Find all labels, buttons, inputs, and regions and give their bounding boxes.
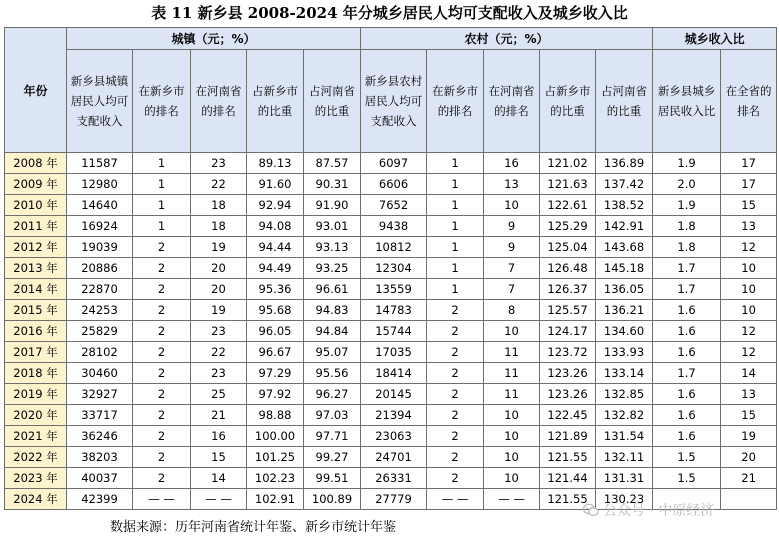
table-row <box>5 258 777 279</box>
table-cell: 94.08 <box>247 216 304 237</box>
column-header: 占河南省的比重 <box>304 50 361 153</box>
table-cell: 20886 <box>67 258 133 279</box>
table-cell: 1 <box>427 216 484 237</box>
year-cell: 2023 年 <box>5 468 67 489</box>
table-row <box>5 405 777 426</box>
table-cell: 11 <box>484 384 540 405</box>
column-header: 新乡县城乡居民收入比 <box>653 50 721 153</box>
table-cell: 24701 <box>361 447 427 468</box>
watermark-text: 公众号 · 中原经济 <box>603 503 715 519</box>
table-cell: 1.7 <box>653 279 721 300</box>
table-cell: 7 <box>484 279 540 300</box>
table-cell: 93.25 <box>304 258 361 279</box>
table-cell: 2 <box>427 342 484 363</box>
watermark <box>583 500 714 520</box>
table-cell: 23 <box>191 153 247 174</box>
column-header: 在河南省的排名 <box>484 50 540 153</box>
year-cell: 2014 年 <box>5 279 67 300</box>
table-cell: 126.37 <box>540 279 596 300</box>
table-cell: 18 <box>191 216 247 237</box>
table-cell: 93.13 <box>304 237 361 258</box>
table-cell: 21 <box>721 468 777 489</box>
table-cell: 11587 <box>67 153 133 174</box>
table-cell: 1.8 <box>653 237 721 258</box>
table-cell: 10 <box>721 300 777 321</box>
table-cell: 121.89 <box>540 426 596 447</box>
year-cell: 2015 年 <box>5 300 67 321</box>
table-cell: 96.61 <box>304 279 361 300</box>
table-row <box>5 300 777 321</box>
table-cell: 126.48 <box>540 258 596 279</box>
table-cell: 123.72 <box>540 342 596 363</box>
table-row <box>5 363 777 384</box>
column-header: 占新乡市的比重 <box>540 50 596 153</box>
table-cell: 1 <box>427 153 484 174</box>
table-cell: 25 <box>191 384 247 405</box>
table-cell: 15 <box>721 405 777 426</box>
table-cell: 10 <box>721 279 777 300</box>
table-cell: 22870 <box>67 279 133 300</box>
table-cell: 1 <box>133 195 191 216</box>
table-cell: 17035 <box>361 342 427 363</box>
column-header: 在全省的排名 <box>721 50 777 153</box>
urban-group-header: 城镇（元；%） <box>67 28 361 50</box>
table-cell: 1 <box>427 279 484 300</box>
table-cell: 125.29 <box>540 216 596 237</box>
table-cell: 11 <box>484 363 540 384</box>
table-cell: 14 <box>721 363 777 384</box>
table-cell: 1 <box>427 237 484 258</box>
table-cell: 101.25 <box>247 447 304 468</box>
table-cell: 1.5 <box>653 468 721 489</box>
table-cell: 1.6 <box>653 321 721 342</box>
table-cell: 2 <box>133 321 191 342</box>
table-cell: 7 <box>484 258 540 279</box>
table-cell: 142.91 <box>596 216 653 237</box>
table-row <box>5 342 777 363</box>
table-cell: 2 <box>427 405 484 426</box>
table-cell: 28102 <box>67 342 133 363</box>
table-cell: 121.44 <box>540 468 596 489</box>
table-cell: 2 <box>427 426 484 447</box>
table-cell: 10 <box>484 195 540 216</box>
table-cell: 132.85 <box>596 384 653 405</box>
table-cell: 12 <box>721 321 777 342</box>
table-row <box>5 153 777 174</box>
column-header: 占河南省的比重 <box>596 50 653 153</box>
table-cell: 123.26 <box>540 363 596 384</box>
table-row <box>5 321 777 342</box>
table-cell: 138.52 <box>596 195 653 216</box>
table-cell: 2 <box>133 258 191 279</box>
year-cell: 2019 年 <box>5 384 67 405</box>
table-row <box>5 426 777 447</box>
table-cell: 6097 <box>361 153 427 174</box>
table-cell: 1.9 <box>653 153 721 174</box>
table-cell: 1 <box>427 195 484 216</box>
table-cell: 123.26 <box>540 384 596 405</box>
table-cell: 10 <box>484 426 540 447</box>
table-cell: 95.07 <box>304 342 361 363</box>
table-cell: 33717 <box>67 405 133 426</box>
table-cell: 136.05 <box>596 279 653 300</box>
table-cell: 121.55 <box>540 447 596 468</box>
table-cell: 1.6 <box>653 384 721 405</box>
table-cell: 40037 <box>67 468 133 489</box>
table-cell: 132.82 <box>596 405 653 426</box>
table-cell: 20 <box>191 279 247 300</box>
table-cell: 14783 <box>361 300 427 321</box>
table-cell: 2 <box>133 468 191 489</box>
table-cell: 13 <box>721 384 777 405</box>
table-cell: 30460 <box>67 363 133 384</box>
table-cell: 13559 <box>361 279 427 300</box>
table-cell: 97.71 <box>304 426 361 447</box>
table-cell: 12 <box>721 237 777 258</box>
table-cell: 15 <box>721 195 777 216</box>
table-cell: 99.51 <box>304 468 361 489</box>
table-cell: 17 <box>721 174 777 195</box>
table-cell: 93.01 <box>304 216 361 237</box>
table-cell: 10 <box>484 468 540 489</box>
income-table <box>4 27 777 510</box>
table-cell: 1 <box>133 216 191 237</box>
table-cell: 1.8 <box>653 216 721 237</box>
table-cell: 89.13 <box>247 153 304 174</box>
table-cell: 2 <box>133 300 191 321</box>
table-cell: 8 <box>484 300 540 321</box>
table-cell: 1.6 <box>653 342 721 363</box>
table-cell: 131.54 <box>596 426 653 447</box>
year-cell: 2024 年 <box>5 489 67 510</box>
rural-group-header: 农村（元；%） <box>361 28 653 50</box>
table-cell: — — <box>484 489 540 510</box>
table-cell: 6606 <box>361 174 427 195</box>
year-cell: 2016 年 <box>5 321 67 342</box>
table-cell: 137.42 <box>596 174 653 195</box>
table-cell: 21394 <box>361 405 427 426</box>
table-cell: 2 <box>427 300 484 321</box>
year-cell: 2008 年 <box>5 153 67 174</box>
table-cell: 133.14 <box>596 363 653 384</box>
table-cell: 14640 <box>67 195 133 216</box>
table-cell: 90.31 <box>304 174 361 195</box>
table-cell: 134.60 <box>596 321 653 342</box>
table-cell: 11 <box>484 342 540 363</box>
year-cell: 2018 年 <box>5 363 67 384</box>
table-cell: 23 <box>191 321 247 342</box>
table-cell: 1 <box>427 258 484 279</box>
table-cell: 10 <box>721 258 777 279</box>
table-cell: 1 <box>133 153 191 174</box>
table-cell: 125.57 <box>540 300 596 321</box>
table-cell: 1.7 <box>653 363 721 384</box>
table-cell: 95.68 <box>247 300 304 321</box>
table-row <box>5 237 777 258</box>
table-cell: 102.91 <box>247 489 304 510</box>
table-cell: 94.49 <box>247 258 304 279</box>
column-header: 新乡县农村居民人均可支配收入 <box>361 50 427 153</box>
table-cell: 130.23 <box>596 489 653 510</box>
table-cell: 132.11 <box>596 447 653 468</box>
year-cell: 2010 年 <box>5 195 67 216</box>
table-cell: 87.57 <box>304 153 361 174</box>
table-cell: 23063 <box>361 426 427 447</box>
table-cell: 131.31 <box>596 468 653 489</box>
table-row <box>5 195 777 216</box>
year-cell: 2009 年 <box>5 174 67 195</box>
table-cell: 122.45 <box>540 405 596 426</box>
table-cell: 32927 <box>67 384 133 405</box>
year-cell: 2012 年 <box>5 237 67 258</box>
table-cell: 121.02 <box>540 153 596 174</box>
table-cell: 14 <box>191 468 247 489</box>
table-cell: 95.36 <box>247 279 304 300</box>
table-row <box>5 447 777 468</box>
table-cell: 17 <box>721 153 777 174</box>
table-cell: 13 <box>721 216 777 237</box>
table-cell: 124.17 <box>540 321 596 342</box>
table-cell: 97.03 <box>304 405 361 426</box>
table-title: 表 11 新乡县 2008-2024 年分城乡居民人均可支配收入及城乡收入比 <box>151 4 628 22</box>
table-cell: 20145 <box>361 384 427 405</box>
table-row <box>5 174 777 195</box>
table-cell: 19039 <box>67 237 133 258</box>
table-cell: 21 <box>191 405 247 426</box>
table-cell: 7652 <box>361 195 427 216</box>
table-cell: 12304 <box>361 258 427 279</box>
table-cell: 1.6 <box>653 405 721 426</box>
table-cell: 19 <box>191 300 247 321</box>
table-cell: 15744 <box>361 321 427 342</box>
table-cell: 16 <box>484 153 540 174</box>
table-cell: 2 <box>427 363 484 384</box>
table-cell: 96.05 <box>247 321 304 342</box>
table-cell: 2 <box>427 468 484 489</box>
table-cell: 121.55 <box>540 489 596 510</box>
table-cell: 91.90 <box>304 195 361 216</box>
table-cell: 18414 <box>361 363 427 384</box>
year-cell: 2017 年 <box>5 342 67 363</box>
table-cell: 100.00 <box>247 426 304 447</box>
table-cell: 145.18 <box>596 258 653 279</box>
table-cell: 136.89 <box>596 153 653 174</box>
table-row <box>5 384 777 405</box>
table-cell: — — <box>133 489 191 510</box>
table-cell: 2 <box>133 342 191 363</box>
table-cell: 20 <box>721 447 777 468</box>
table-cell: 25829 <box>67 321 133 342</box>
table-cell: 99.27 <box>304 447 361 468</box>
table-cell: 12980 <box>67 174 133 195</box>
data-source-note: 数据来源：历年河南省统计年鉴、新乡市统计年鉴 <box>110 520 397 535</box>
table-cell: 2 <box>427 384 484 405</box>
table-cell: 102.23 <box>247 468 304 489</box>
column-header: 在河南省的排名 <box>191 50 247 153</box>
table-cell: 1 <box>427 174 484 195</box>
table-cell: 20 <box>191 258 247 279</box>
table-cell <box>721 489 777 510</box>
table-row <box>5 216 777 237</box>
wechat-icon <box>583 503 599 517</box>
table-cell: 1.7 <box>653 258 721 279</box>
column-header: 占新乡市的比重 <box>247 50 304 153</box>
table-cell: 136.21 <box>596 300 653 321</box>
table-cell: 38203 <box>67 447 133 468</box>
table-cell: 26331 <box>361 468 427 489</box>
table-cell: 16 <box>191 426 247 447</box>
year-cell: 2013 年 <box>5 258 67 279</box>
column-header: 新乡县城镇居民人均可支配收入 <box>67 50 133 153</box>
year-header: 年份 <box>5 28 67 153</box>
table-cell: 98.88 <box>247 405 304 426</box>
table-cell: 121.63 <box>540 174 596 195</box>
year-cell: 2021 年 <box>5 426 67 447</box>
table-cell: 36246 <box>67 426 133 447</box>
table-cell: 94.83 <box>304 300 361 321</box>
table-cell: 10 <box>484 447 540 468</box>
year-cell: 2022 年 <box>5 447 67 468</box>
ratio-group-header: 城乡收入比 <box>653 28 777 50</box>
table-body <box>5 153 777 510</box>
table-cell: 2 <box>427 447 484 468</box>
table-cell: 97.29 <box>247 363 304 384</box>
table-cell: 24253 <box>67 300 133 321</box>
table-cell: 27779 <box>361 489 427 510</box>
table-cell: 15 <box>191 447 247 468</box>
table-cell: 2 <box>427 321 484 342</box>
table-cell: 94.84 <box>304 321 361 342</box>
table-cell: 9 <box>484 216 540 237</box>
table-cell: 10812 <box>361 237 427 258</box>
table-cell: 19 <box>721 426 777 447</box>
table-cell: 133.93 <box>596 342 653 363</box>
table-row <box>5 468 777 489</box>
table-cell: 125.04 <box>540 237 596 258</box>
table-cell: — — <box>191 489 247 510</box>
table-cell: 1.6 <box>653 300 721 321</box>
table-cell: 10 <box>484 321 540 342</box>
table-cell: 2 <box>133 426 191 447</box>
table-cell: 12 <box>721 342 777 363</box>
table-cell: 1.5 <box>653 447 721 468</box>
table-cell: 100.89 <box>304 489 361 510</box>
table-cell: 95.56 <box>304 363 361 384</box>
table-cell: 2 <box>133 405 191 426</box>
table-cell: 18 <box>191 195 247 216</box>
table-cell: 10 <box>484 405 540 426</box>
table-cell: — — <box>427 489 484 510</box>
table-cell: 1.6 <box>653 426 721 447</box>
table-cell: 96.27 <box>304 384 361 405</box>
column-header: 在新乡市的排名 <box>427 50 484 153</box>
table-cell: 1 <box>133 174 191 195</box>
table-cell: 2 <box>133 384 191 405</box>
table-cell: 92.94 <box>247 195 304 216</box>
column-header: 在新乡市的排名 <box>133 50 191 153</box>
table-cell: 2 <box>133 447 191 468</box>
table-cell: 9438 <box>361 216 427 237</box>
table-cell: 97.92 <box>247 384 304 405</box>
table-cell: 2 <box>133 237 191 258</box>
table-cell: 16924 <box>67 216 133 237</box>
table-cell: 96.67 <box>247 342 304 363</box>
table-cell: 2 <box>133 363 191 384</box>
table-cell: 22 <box>191 342 247 363</box>
table-cell: 19 <box>191 237 247 258</box>
table-cell: 94.44 <box>247 237 304 258</box>
table-cell: 1.9 <box>653 195 721 216</box>
year-cell: 2020 年 <box>5 405 67 426</box>
table-cell: 23 <box>191 363 247 384</box>
table-cell: 22 <box>191 174 247 195</box>
table-cell: 13 <box>484 174 540 195</box>
table-row <box>5 279 777 300</box>
table-cell: 2.0 <box>653 174 721 195</box>
table-cell: 91.60 <box>247 174 304 195</box>
table-cell: 9 <box>484 237 540 258</box>
table-cell: 143.68 <box>596 237 653 258</box>
table-cell: 42399 <box>67 489 133 510</box>
year-cell: 2011 年 <box>5 216 67 237</box>
table-cell: 122.61 <box>540 195 596 216</box>
table-cell: 2 <box>133 279 191 300</box>
